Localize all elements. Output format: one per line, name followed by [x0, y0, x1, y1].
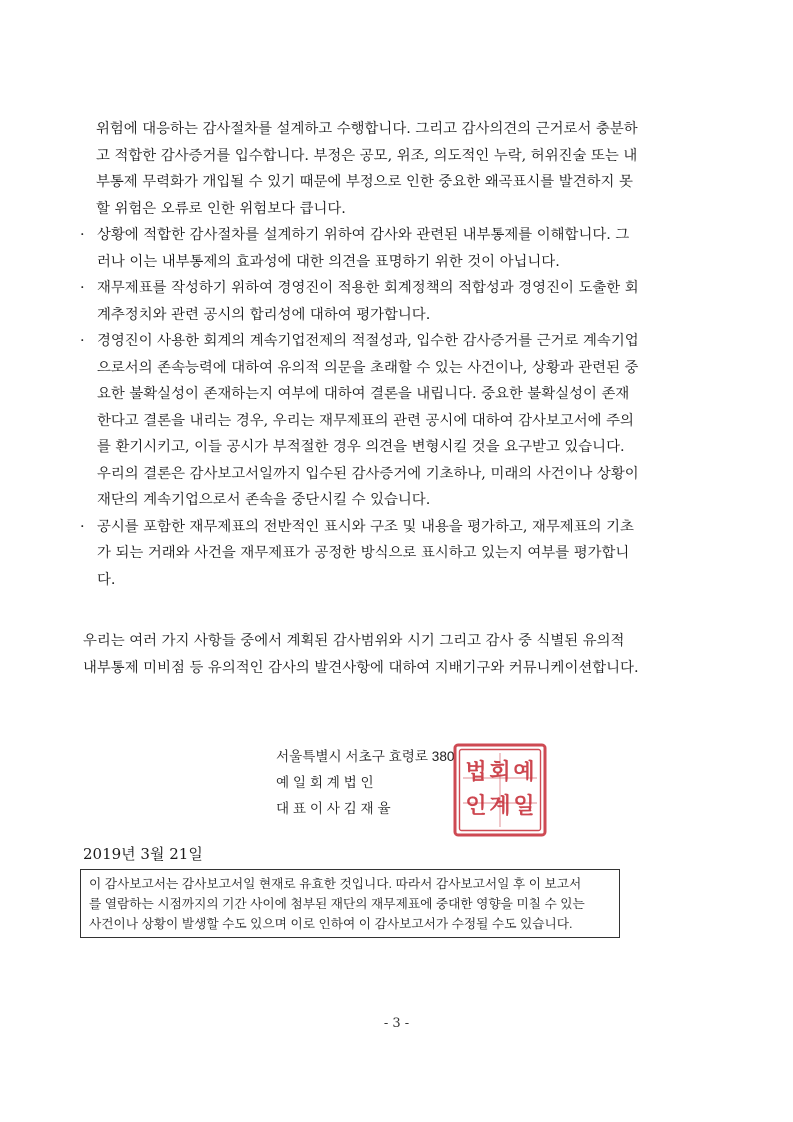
list-item [80, 275, 640, 328]
list-item-text: 공시를 포함한 재무제표의 전반적인 표시와 구조 및 내용을 평가하고, 재무제표의 기초가 되는 거래와 사건을 재무제표가 공정한 방식으로 표시하고 있는지 여부를 평가합니다. [97, 518, 634, 588]
list-item-text: 상황에 적합한 감사절차를 설계하기 위하여 감사와 관련된 내부통제를 이해합니다. 그러나 이는 내부통제의 효과성에 대한 의견을 표명하기 위한 것이 아닙니다. [97, 227, 630, 270]
representative-name: 대 표 이 사 김 재 율 [276, 801, 391, 816]
validity-notice-box [80, 869, 620, 938]
notice-line: 를 열람하는 시점까지의 기간 사이에 첨부된 재단의 재무제표에 중대한 영향을 미칠 수 있는 [89, 897, 585, 911]
notice-line: 이 감사보고서는 감사보고서일 현재로 유효한 것입니다. 따라서 감사보고서일 후 이 보고서 [89, 877, 582, 891]
seal-character: 인 [465, 794, 487, 819]
list-item-text: 경영진이 사용한 회계의 계속기업전제의 적절성과, 입수한 감사증거를 근거로 계속기업으로서의 존속능력에 대하여 유의적 의문을 초래할 수 있는 사건이나, 상황과 관련된 중요한 불확실성이 존재하는지 여부에 대하여 결론을 내립니다. 중요한 불확실성이 존재한다고 결론을 내리는 경우, 우리는 재무제표의 관련 공시에 대하여 감사보고서에 주의를 환기시키고, 이들 공시가 부적절한 경우 의견을 변형시킬 것을 요구받고 있습니다. 우리의 결론은 감사보고서일까지 입수된 감사증거에 기초하나, 미래의 사건이나 상황이 재단의 계속기업으로서 존속을 중단시킬 수 있습니다. [97, 333, 639, 508]
intro-paragraph: 위험에 대응하는 감사절차를 설계하고 수행합니다. 그리고 감사의견의 근거로서 충분하고 적합한 감사증거를 입수합니다. 부정은 공모, 위조, 의도적인 누락, 허위진술 또는 내부통제 무력화가 개입될 수 있기 때문에 부정으로 인한 중요한 왜곡표시를 발견하지 못할 위험은 오류로 인한 위험보다 큽니다. [96, 121, 638, 217]
seal-character: 법 [465, 760, 487, 785]
report-date: 2019년 3월 21일 [83, 845, 203, 863]
notice-line: 사건이나 상황이 발생할 수도 있으며 이로 인하여 이 감사보고서가 수정될 수도 있습니다. [89, 917, 573, 931]
list-item [80, 222, 640, 275]
bullet-mark: · [80, 280, 85, 296]
seal-character: 예 [513, 760, 535, 785]
firm-name: 예 일 회 계 법 인 [276, 775, 374, 790]
page-number: - 3 - [383, 1016, 410, 1031]
closing-paragraph: 우리는 여러 가지 사항들 중에서 계획된 감사범위와 시기 그리고 감사 중 식별된 유의적 내부통제 미비점 등 유의적인 감사의 발견사항에 대하여 지배기구와 커뮤니케이션합니다. [83, 633, 639, 676]
firm-address: 서울특별시 서초구 효령로 380 [276, 749, 455, 764]
bullet-mark: · [80, 518, 85, 535]
bullet-mark: · [80, 227, 85, 243]
list-item [80, 328, 640, 514]
audit-procedure-list [80, 222, 640, 593]
list-item [80, 514, 640, 594]
signature-block [276, 744, 456, 822]
seal-character: 회 [489, 760, 511, 785]
bullet-mark: · [80, 333, 85, 349]
seal-character: 계 [489, 794, 511, 819]
list-item-text: 재무제표를 작성하기 위하여 경영진이 적용한 회계정책의 적합성과 경영진이 도출한 회계추정치와 관련 공시의 합리성에 대하여 평가합니다. [97, 280, 639, 323]
seal-character: 일 [513, 794, 535, 819]
company-seal-stamp [451, 741, 549, 839]
